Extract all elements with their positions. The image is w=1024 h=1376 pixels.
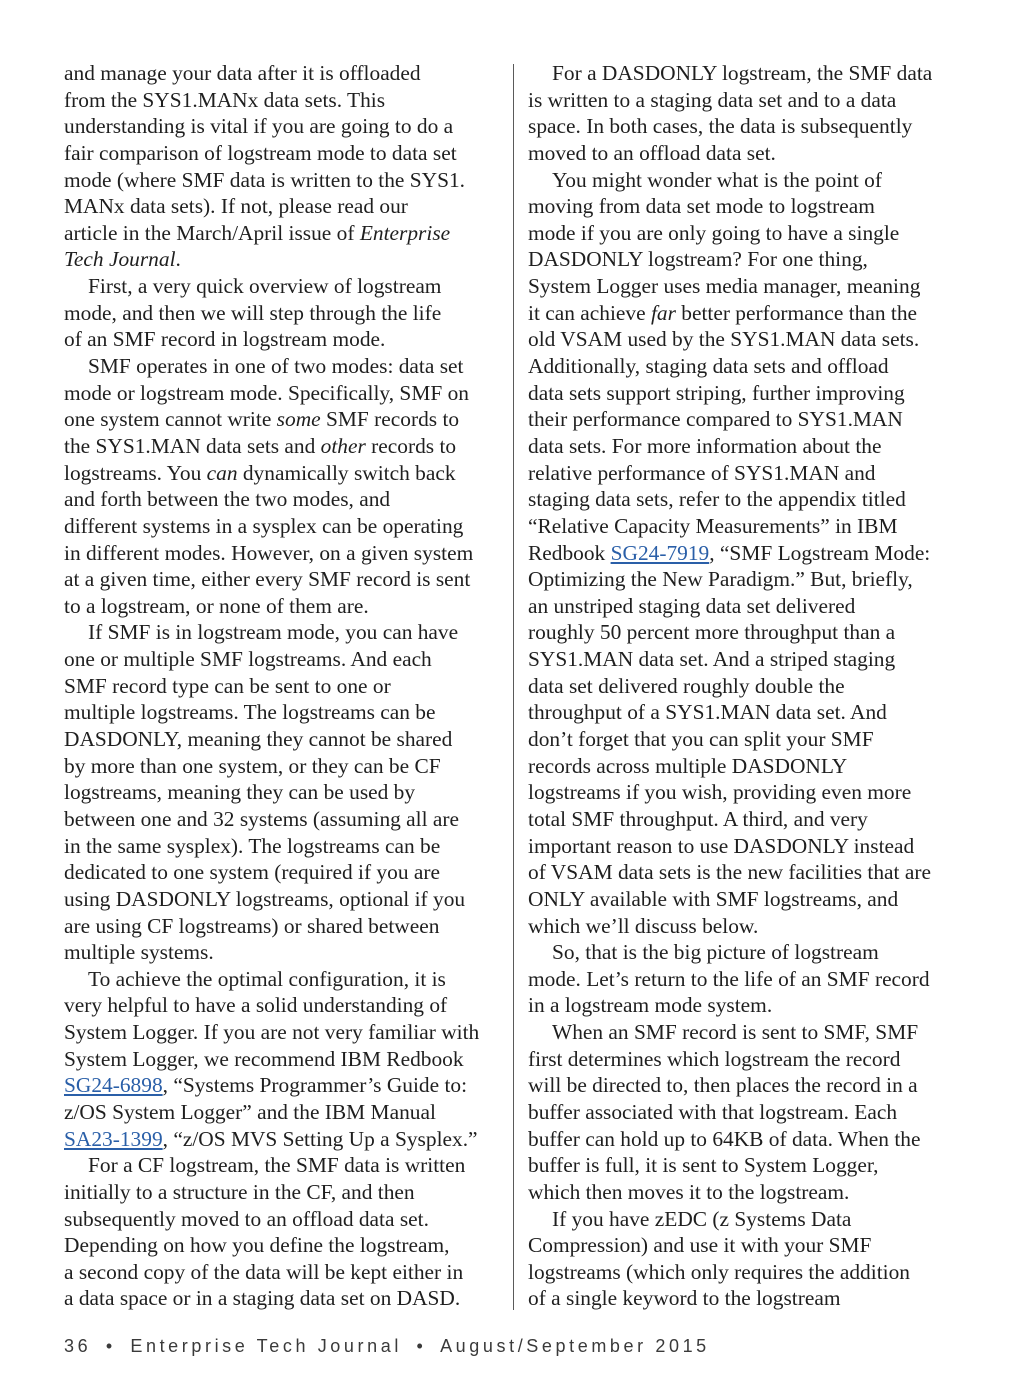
text-line: data sets. For more information about the (528, 433, 882, 458)
text-line: If you have zEDC (z Systems Data (552, 1206, 852, 1231)
left-column (64, 60, 504, 1312)
text-line: SMF operates in one of two modes: data set (88, 354, 464, 379)
text-line: total SMF throughput. A third, and very (528, 806, 868, 831)
text-line: at a given time, either every SMF record is sent (64, 567, 471, 592)
text-line: logstreams, meaning they can be used by (64, 780, 416, 805)
text-line: logstreams (which only requires the addition (528, 1259, 910, 1284)
text-line: buffer is full, it is sent to System Logger, (528, 1153, 879, 1178)
text-line: their performance compared to SYS1.MAN (528, 407, 903, 432)
text-line: and forth between the two modes, and (64, 487, 391, 512)
text-line: mode. Let’s return to the life of an SMF record (528, 966, 930, 991)
text-line: important reason to use DASDONLY instead (528, 833, 915, 858)
text-line: initially to a structure in the CF, and then (64, 1179, 415, 1204)
text-line: a second copy of the data will be kept either in (64, 1259, 464, 1284)
text-line: to a logstream, or none of them are. (64, 593, 369, 618)
reference-link[interactable]: SG24-7919 (610, 540, 710, 565)
text-line: DASDONLY logstream? For one thing, (528, 247, 868, 272)
column-divider (513, 64, 514, 1310)
text-line: which then moves it to the logstream. (528, 1179, 850, 1204)
text-line: the SYS1.MAN data sets and other records to (64, 433, 457, 458)
text-line: DASDONLY, meaning they cannot be shared (64, 727, 453, 752)
text-line: records across multiple DASDONLY (528, 753, 848, 778)
text-line: You might wonder what is the point of (552, 167, 882, 192)
text-line: between one and 32 systems (assuming all are (64, 806, 460, 831)
text-line: logstreams. You can dynamically switch back (64, 460, 456, 485)
text-line: mode, and then we will step through the life (64, 300, 442, 325)
text-line: in a logstream mode system. (528, 993, 773, 1018)
text-line: don’t forget that you can split your SMF (528, 727, 874, 752)
text-line: If SMF is in logstream mode, you can have (88, 620, 459, 645)
text-line: dedicated to one system (required if you are (64, 860, 440, 885)
text-line: data sets support striping, further improving (528, 380, 905, 405)
text-line: of VSAM data sets is the new facilities that are (528, 860, 931, 885)
text-line: SG24-6898, “Systems Programmer’s Guide to: (64, 1073, 468, 1098)
text-line: Optimizing the New Paradigm.” But, briefly, (528, 567, 913, 592)
text-line: SMF record type can be sent to one or (64, 673, 391, 698)
text-line: very helpful to have a solid understanding of (64, 993, 448, 1018)
text-line: in different modes. However, on a given system (64, 540, 474, 565)
text-line: Compression) and use it with your SMF (528, 1233, 872, 1258)
right-column (528, 60, 968, 1312)
text-line: Depending on how you define the logstream, (64, 1233, 450, 1258)
text-line: For a CF logstream, the SMF data is written (88, 1153, 466, 1178)
text-line: System Logger uses media manager, meaning (528, 274, 921, 299)
text-line: multiple systems. (64, 940, 214, 965)
text-line: an unstriped staging data set delivered (528, 593, 856, 618)
text-line: first determines which logstream the record (528, 1046, 901, 1071)
text-line: one or multiple SMF logstreams. And each (64, 647, 432, 672)
text-line: mode (where SMF data is written to the SYS1. (64, 167, 466, 192)
text-line: article in the March/April issue of Enterprise (64, 220, 451, 245)
publication-name: Enterprise Tech Journal (130, 1336, 402, 1356)
text-line: are using CF logstreams) or shared between (64, 913, 440, 938)
text-line: different systems in a sysplex can be operating (64, 513, 464, 538)
text-line: SA23-1399, “z/OS MVS Setting Up a Sysplex.” (64, 1126, 478, 1151)
text-line: one system cannot write some SMF records to (64, 407, 460, 432)
text-line: For a DASDONLY logstream, the SMF data (552, 61, 933, 85)
text-line: using DASDONLY logstreams, optional if you (64, 886, 466, 911)
text-line: System Logger. If you are not very familiar with (64, 1020, 480, 1045)
text-line: it can achieve far better performance than the (528, 300, 918, 325)
text-line: z/OS System Logger” and the IBM Manual (64, 1099, 436, 1124)
page-footer (64, 1336, 710, 1357)
text-line: by more than one system, or they can be CF (64, 753, 441, 778)
text-line: System Logger, we recommend IBM Redbook (64, 1046, 464, 1071)
text-line: subsequently moved to an offload data set. (64, 1206, 429, 1231)
text-line: Tech Journal. (64, 247, 181, 272)
text-line: space. In both cases, the data is subsequently (528, 114, 913, 139)
text-line: logstreams if you wish, providing even more (528, 780, 912, 805)
footer-separator: • (105, 1336, 116, 1356)
text-line: data set delivered roughly double the (528, 673, 845, 698)
text-line: in the same sysplex). The logstreams can be (64, 833, 441, 858)
text-line: understanding is vital if you are going to do a (64, 114, 454, 139)
text-line: So, that is the big picture of logstream (552, 940, 879, 965)
text-line: Additionally, staging data sets and offload (528, 354, 889, 379)
text-line: To achieve the optimal configuration, it is (88, 966, 446, 991)
text-line: multiple logstreams. The logstreams can be (64, 700, 436, 725)
text-line: Redbook SG24-7919, “SMF Logstream Mode: (528, 540, 931, 565)
text-line: is written to a staging data set and to a data (528, 87, 897, 112)
text-line: throughput of a SYS1.MAN data set. And (528, 700, 887, 725)
reference-link[interactable]: SG24-6898 (64, 1073, 163, 1098)
text-line: a data space or in a staging data set on DASD. (64, 1286, 461, 1311)
text-line: MANx data sets). If not, please read our (64, 194, 408, 219)
text-line: and manage your data after it is offloaded (64, 61, 421, 85)
text-line: buffer associated with that logstream. Each (528, 1099, 898, 1124)
text-line: relative performance of SYS1.MAN and (528, 460, 876, 485)
text-line: “Relative Capacity Measurements” in IBM (528, 513, 898, 538)
text-line: fair comparison of logstream mode to data set (64, 140, 457, 165)
text-line: of an SMF record in logstream mode. (64, 327, 386, 352)
text-line: First, a very quick overview of logstream (88, 274, 442, 299)
text-line: When an SMF record is sent to SMF, SMF (552, 1020, 919, 1045)
text-line: buffer can hold up to 64KB of data. When the (528, 1126, 921, 1151)
text-line: mode if you are only going to have a single (528, 220, 900, 245)
reference-link[interactable]: SA23-1399 (64, 1126, 163, 1151)
footer-separator: • (416, 1336, 427, 1356)
text-line: which we’ll discuss below. (528, 913, 759, 938)
text-line: old VSAM used by the SYS1.MAN data sets. (528, 327, 920, 352)
text-line: moved to an offload data set. (528, 140, 776, 165)
text-line: of a single keyword to the logstream (528, 1286, 841, 1311)
text-line: mode or logstream mode. Specifically, SMF on (64, 380, 469, 405)
text-line: ONLY available with SMF logstreams, and (528, 886, 899, 911)
text-line: from the SYS1.MANx data sets. This (64, 87, 386, 112)
text-line: moving from data set mode to logstream (528, 194, 875, 219)
page-number: 36 (64, 1336, 92, 1356)
text-line: roughly 50 percent more throughput than a (528, 620, 896, 645)
text-line: staging data sets, refer to the appendix titled (528, 487, 906, 512)
text-line: will be directed to, then places the record in a (528, 1073, 918, 1098)
text-line: SYS1.MAN data set. And a striped staging (528, 647, 896, 672)
issue-date: August/September 2015 (440, 1336, 710, 1356)
